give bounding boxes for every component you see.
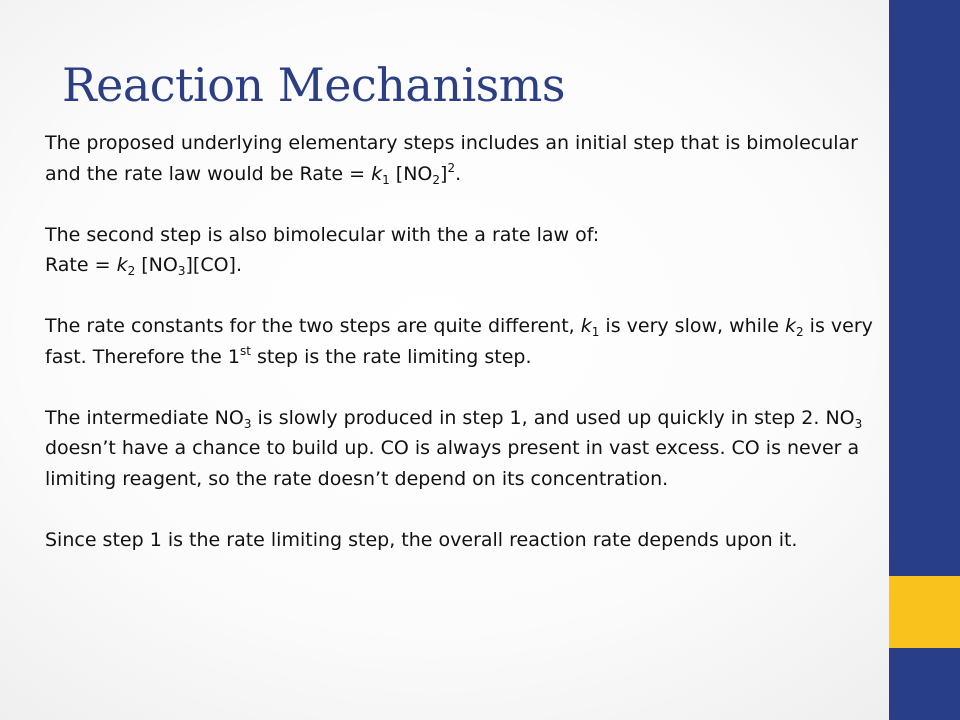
- paragraph-rate-law-step-1: The proposed underlying elementary steps includes an initial step that is bimolecular and the rate law would be Rate = $k_1$ $[NO_2]^2$.: [45, 132, 858, 187]
- paragraph-conclusion: Since step 1 is the rate limiting step, the overall reaction rate depends upon it.: [45, 528, 798, 551]
- slide-title: Reaction Mechanisms: [62, 58, 565, 112]
- paragraph-step-2-intro: The second step is also bimolecular with the a rate law of:: [45, 223, 600, 246]
- side-accent-decoration: [889, 576, 960, 648]
- paragraph-rate-constants: The rate constants for the two steps are quite different, $k_1$ is very slow, while $k_2$ is very fast. Therefore the 1st step is the rate limiting step.: [45, 315, 873, 368]
- paragraph-rate-law-step-2: Rate = $k_2$ $[NO_3][CO]$.: [45, 254, 242, 278]
- rate-constant-k1: k: [371, 162, 383, 185]
- paragraph-intermediate: The intermediate $NO_3$ is slowly produced in step 1, and used up quickly in step 2. $NO_3$ doesn’t have a chance to build up. CO is always present in vast excess. CO is never a limiting reagent, so the rate doesn’t depend on its concentration.: [45, 406, 863, 490]
- rate-constant-k2: k: [116, 254, 128, 276]
- slide-body: [45, 128, 875, 555]
